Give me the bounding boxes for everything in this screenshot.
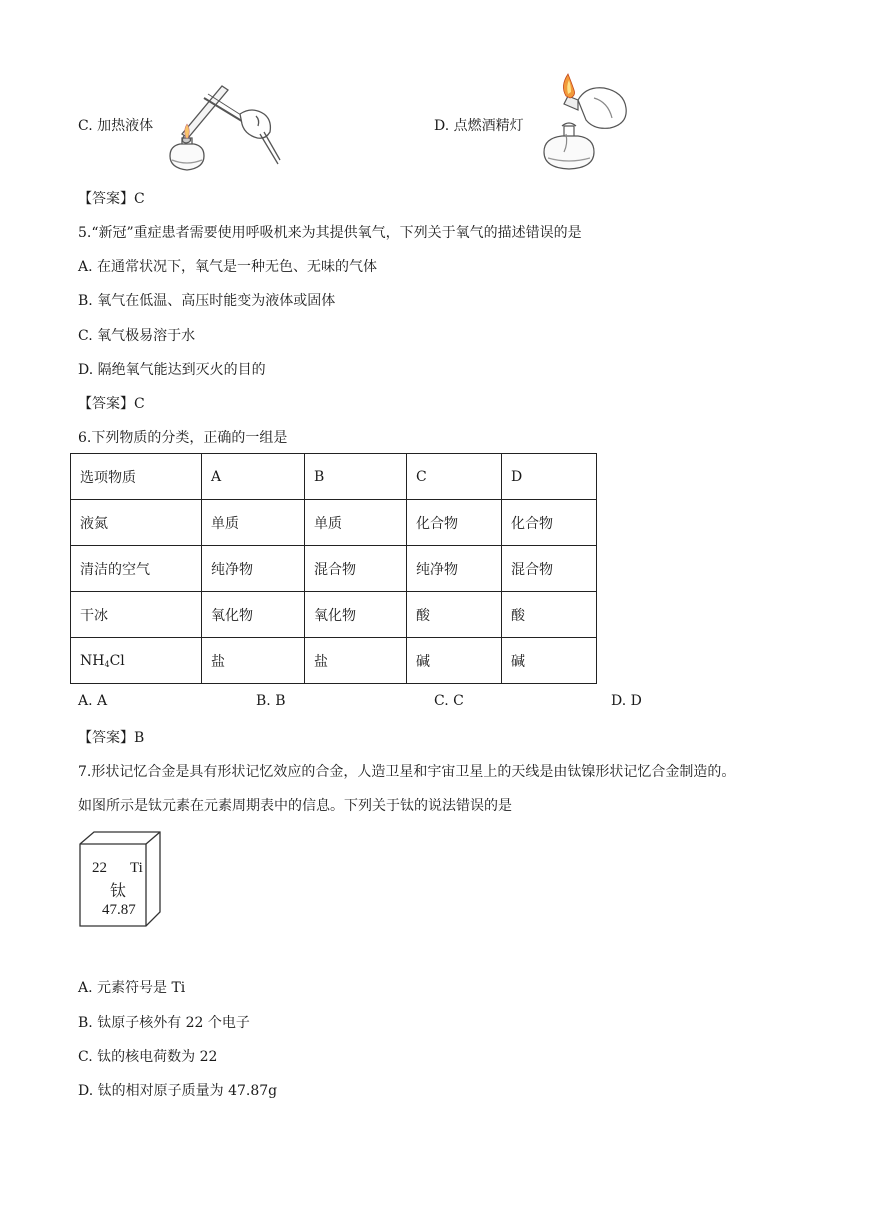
table-cell: 氧化物 xyxy=(202,592,305,638)
table-cell: 选项物质 xyxy=(71,454,202,500)
q6-option-d: D. D xyxy=(611,693,642,709)
q6-option-a: A. A xyxy=(78,693,108,709)
q7-option-c: C. 钛的核电荷数为 22 xyxy=(78,1049,218,1065)
table-cell: 碱 xyxy=(407,638,502,684)
table-row xyxy=(71,546,597,592)
table-cell: 单质 xyxy=(305,500,407,546)
q5-option-a: A. 在通常状况下，氧气是一种无色、无味的气体 xyxy=(78,259,378,275)
q5-option-b: B. 氧气在低温、高压时能变为液体或固体 xyxy=(78,293,336,309)
element-name: 钛 xyxy=(110,881,127,900)
element-atomic-number: 22 xyxy=(92,860,107,876)
q6-classification-table xyxy=(70,453,597,684)
q6-option-b: B. B xyxy=(256,693,286,709)
table-cell: D xyxy=(502,454,597,500)
table-header-row xyxy=(71,454,597,500)
table-row xyxy=(71,500,597,546)
q7-stem-line1: 7.形状记忆合金是具有形状记忆效应的合金，人造卫星和宇宙卫星上的天线是由钛镍形状记忆合金制造的。 xyxy=(78,764,736,780)
q5-answer: 【答案】C xyxy=(78,396,145,412)
table-cell: 盐 xyxy=(202,638,305,684)
q4-answer: 【答案】C xyxy=(78,191,145,207)
heating-liquid-illustration xyxy=(160,76,285,176)
table-cell: 混合物 xyxy=(502,546,597,592)
table-row xyxy=(71,592,597,638)
table-cell: 碱 xyxy=(502,638,597,684)
table-cell: 氧化物 xyxy=(305,592,407,638)
q4-option-c: C. 加热液体 xyxy=(78,118,154,134)
formula-cl: Cl xyxy=(109,652,125,669)
table-cell: 化合物 xyxy=(407,500,502,546)
table-cell: 化合物 xyxy=(502,500,597,546)
q4-option-d: D. 点燃酒精灯 xyxy=(434,118,524,134)
q5-stem: 5.“新冠”重症患者需要使用呼吸机来为其提供氧气，下列关于氧气的描述错误的是 xyxy=(78,225,582,241)
q7-stem-line2: 如图所示是钛元素在元素周期表中的信息。下列关于钛的说法错误的是 xyxy=(78,798,512,814)
table-cell: 酸 xyxy=(502,592,597,638)
table-row xyxy=(71,638,597,684)
q6-option-c: C. C xyxy=(434,693,464,709)
element-symbol: Ti xyxy=(130,860,143,876)
table-cell: 干冰 xyxy=(71,592,202,638)
table-cell: 单质 xyxy=(202,500,305,546)
formula-subscript: 4 xyxy=(104,659,110,669)
table-cell: 纯净物 xyxy=(202,546,305,592)
q7-option-d: D. 钛的相对原子质量为 47.87g xyxy=(78,1083,278,1099)
element-atomic-mass: 47.87 xyxy=(102,902,136,918)
q6-stem: 6.下列物质的分类，正确的一组是 xyxy=(78,430,288,446)
table-cell xyxy=(71,638,202,684)
formula-nh: NH xyxy=(80,652,105,669)
q5-option-d: D. 隔绝氧气能达到灭火的目的 xyxy=(78,362,266,378)
table-cell: 盐 xyxy=(305,638,407,684)
table-cell: B xyxy=(305,454,407,500)
table-cell: 液氮 xyxy=(71,500,202,546)
q7-option-b: B. 钛原子核外有 22 个电子 xyxy=(78,1015,250,1031)
lighting-alcohol-lamp-illustration xyxy=(538,72,633,172)
table-cell: 酸 xyxy=(407,592,502,638)
table-cell: 清洁的空气 xyxy=(71,546,202,592)
q7-option-a: A. 元素符号是 Ti xyxy=(78,980,186,996)
q6-answer: 【答案】B xyxy=(78,730,145,746)
table-cell: 混合物 xyxy=(305,546,407,592)
table-cell: 纯净物 xyxy=(407,546,502,592)
q5-option-c: C. 氧气极易溶于水 xyxy=(78,328,196,344)
table-cell: C xyxy=(407,454,502,500)
table-cell: A xyxy=(202,454,305,500)
